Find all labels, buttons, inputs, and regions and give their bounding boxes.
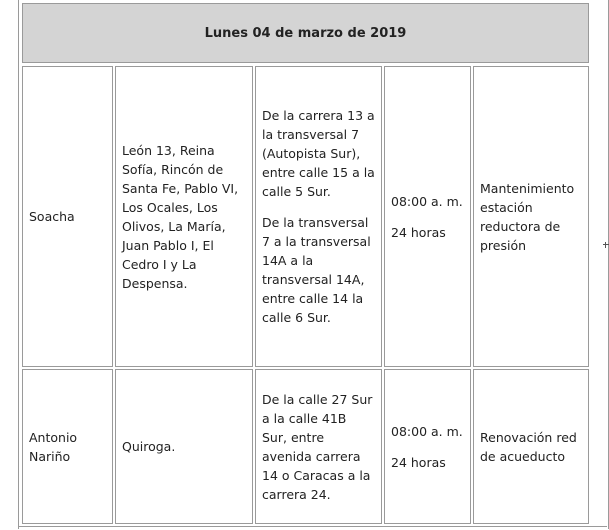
sector-text: De la carrera 13 a la transversal 7 (Autopista Sur), entre calle 15 a la calle 5 Sur.: [262, 108, 375, 199]
cell-reason: [473, 66, 589, 367]
cell-locality: [22, 369, 113, 524]
locality-text: Soacha: [29, 209, 75, 224]
start-time-text: 08:00 a. m.: [391, 193, 463, 209]
cell-locality: [22, 66, 113, 367]
cell-neighborhoods: [115, 66, 253, 367]
cell-sector: [255, 369, 382, 524]
sector-text: De la calle 27 Sur a la calle 41B Sur, entre avenida carrera 14 o Caracas a la carrera 24.: [262, 391, 373, 502]
duration-text: 24 horas: [391, 454, 446, 470]
locality-text: Antonio Nariño: [29, 429, 78, 464]
date-header-text: Lunes 04 de marzo de 2019: [204, 25, 407, 41]
resize-cross-icon: [603, 240, 609, 249]
table-header-date: [22, 3, 589, 63]
duration-text: 24 horas: [391, 224, 446, 240]
cell-reason: [473, 369, 589, 524]
sector-text: De la transversal 7 a la transversal 14A a la transversal 14A, entre calle 14 la calle 6 Sur.: [262, 215, 371, 325]
neighborhoods-text: León 13, Reina Sofía, Rincón de Santa Fe, Pablo VI, Los Ocales, Los Olivos, La María, Juan Pablo I, El Cedro I y La Despensa.: [122, 142, 239, 291]
cell-sector: [255, 66, 382, 367]
start-time-text: 08:00 a. m.: [391, 423, 463, 439]
table-bottom-edge: [18, 526, 607, 530]
cell-schedule: [384, 369, 471, 524]
neighborhoods-text: Quiroga.: [122, 439, 176, 454]
reason-text: Mantenimiento estación reductora de presión: [480, 180, 575, 253]
cell-neighborhoods: [115, 369, 253, 524]
reason-text: Renovación red de acueducto: [480, 429, 577, 464]
cell-schedule: [384, 66, 471, 367]
